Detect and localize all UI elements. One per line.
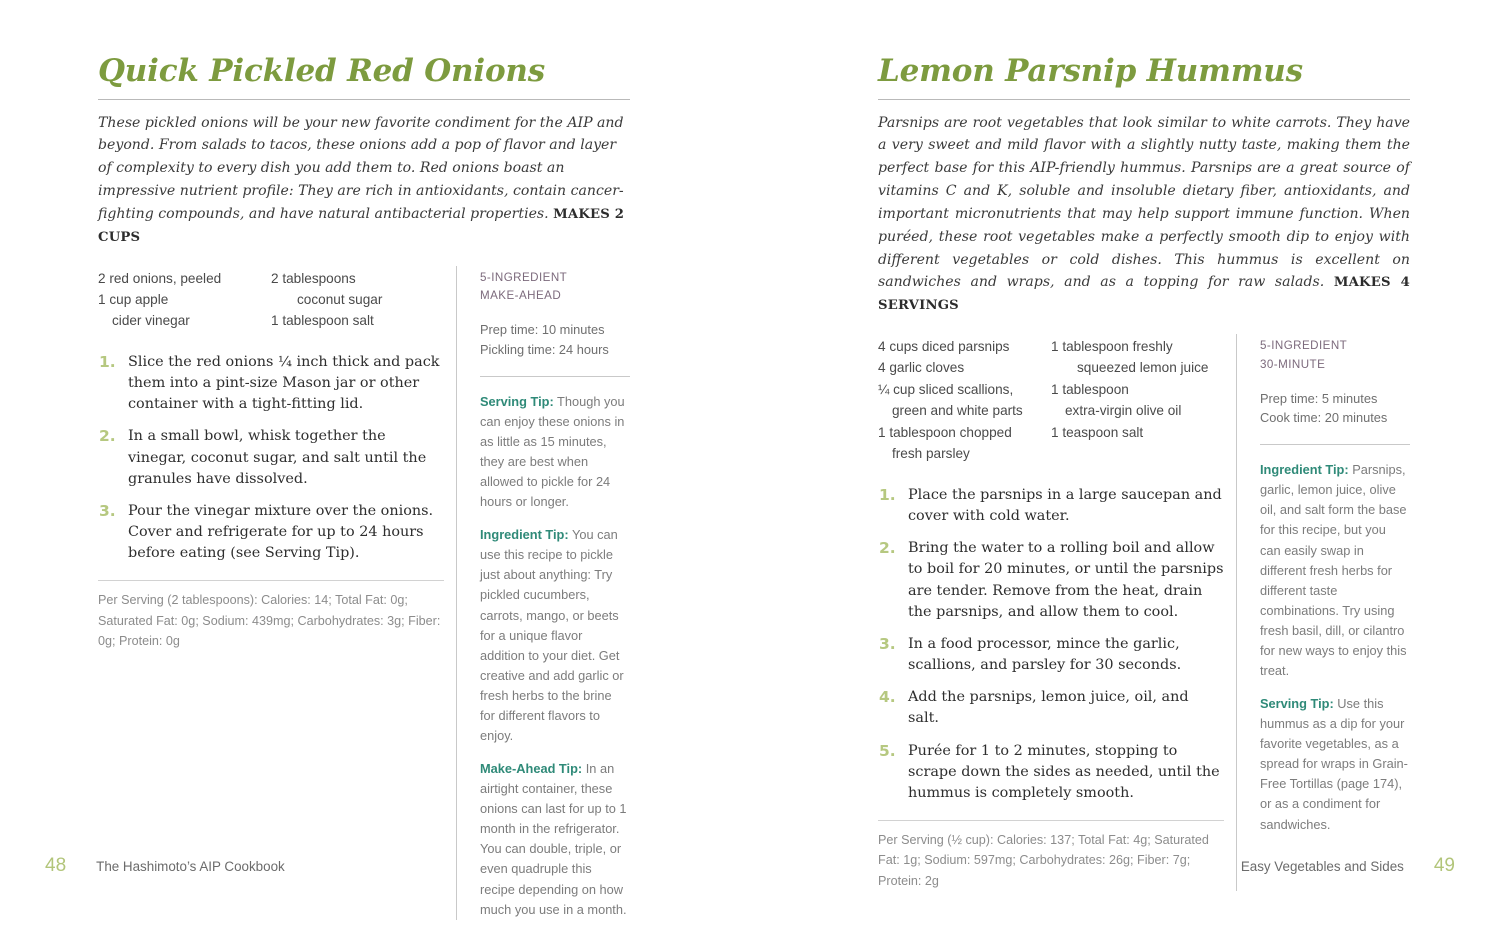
left-page-footer [45,855,285,877]
ingredient-text-continued: cider vinegar [112,313,190,329]
tip-label: Serving Tip: [480,393,554,409]
ingredient-item [878,357,1051,378]
badge-label: 5-INGREDIENT [480,270,568,284]
instruction-steps [98,352,444,565]
page-title: Quick Pickled Red Onions [98,53,546,89]
ingredient-text-continued: fresh parsley [892,446,970,462]
page-title: Lemon Parsnip Hummus [878,53,1303,89]
ingredient-item [271,268,444,311]
page-number: 48 [45,855,67,876]
title-divider [98,99,630,100]
ingredient-item [878,422,1051,465]
vertical-rule [456,266,457,920]
recipe-body [98,266,630,920]
recipe-main-column [98,266,444,920]
tip-label: Ingredient Tip: [480,527,569,543]
sidebar-divider [444,266,470,920]
tip-text: Use this hummus as a dip for your favorite vegetables, as a spread for wraps in Grain-Free Tortillas (page 174), or as a condiment for sandwiches. [1260,696,1408,832]
step-item: Purée for 1 to 2 minutes, stopping to scrape down the sides as needed, until the hummus is completely smooth. [908,742,1220,801]
recipe-times [480,320,630,360]
ingredient-text: 2 red onions, peeled [98,270,222,286]
ingredient-text: 2 tablespoons [271,270,356,286]
sidebar-divider-rule [480,376,630,377]
tip-block [1260,460,1410,681]
yield-label: MAKES 2 CUPS [98,206,625,245]
instruction-steps [878,485,1224,804]
recipe-sidebar [470,266,630,920]
ingredient-text: 1 cup apple [98,291,169,307]
ingredient-text-continued: extra-virgin olive oil [1065,403,1182,419]
ingredient-column-1 [98,268,271,332]
sidebar-divider [1224,334,1250,891]
ingredient-item [1051,379,1224,422]
nutrition-divider [98,580,444,581]
recipe-sidebar [1250,334,1410,891]
tip-label: Ingredient Tip: [1260,462,1349,478]
ingredient-column-2 [271,268,444,332]
ingredient-text-continued: green and white parts [892,403,1023,419]
recipe-badges [1260,334,1410,375]
time-line: Prep time: 5 minutes [1260,390,1378,406]
yield-label: MAKES 4 SERVINGS [878,275,1410,314]
ingredient-item [878,336,1051,357]
recipe-times [1260,389,1410,429]
nutrition-divider [878,820,1224,821]
time-line: Prep time: 10 minutes [480,322,605,338]
vertical-rule [1236,334,1237,891]
right-page [750,0,1500,925]
step-item: In a food processor, mince the garlic, scallions, and parsley for 30 seconds. [908,635,1182,674]
time-line: Cook time: 20 minutes [1260,410,1388,426]
recipe-headnote [878,112,1410,317]
ingredient-text: ¼ cup sliced scallions, [878,381,1014,397]
ingredient-list [98,266,444,332]
step-item: Slice the red onions ¼ inch thick and pack them into a pint-size Mason jar or other container with a tight-fitting lid. [128,353,440,413]
ingredient-column-1 [878,336,1051,465]
tip-text: You can use this recipe to pickle just about anything: Try pickled cucumbers, carrots, mango, or beets for a unique flavor addition to your diet. Get creative and add garlic or fresh herbs to the brine for different flavors to enjoy. [480,527,624,743]
ingredient-text: 1 tablespoon salt [271,313,374,329]
recipe-badges [480,266,630,307]
badge-label: MAKE-AHEAD [480,289,562,303]
ingredient-text: 1 teaspoon salt [1051,424,1144,440]
step-item: Place the parsnips in a large saucepan and cover with cold water. [908,486,1222,524]
tip-block [480,525,630,746]
recipe-main-column [878,334,1224,891]
running-head: The Hashimoto’s AIP Cookbook [96,859,285,874]
tip-text: Parsnips, garlic, lemon juice, olive oil, and salt form the base for this recipe, but you can easily swap in different fresh herbs for different taste combinations. Try using fresh basil, dill, or cilantro for new ways to enjoy this treat. [1260,462,1407,678]
ingredient-text: 4 cups diced parsnips [878,339,1010,354]
ingredient-list [878,334,1224,465]
step-item: Add the parsnips, lemon juice, oil, and salt. [908,689,1189,727]
recipe-headnote [98,112,630,249]
ingredient-text: 1 tablespoon [1051,381,1129,397]
ingredient-item [98,289,271,332]
headnote-text: These pickled onions will be your new favorite condiment for the AIP and beyond. From salads to tacos, these onions add a pop of flavor and layer of complexity to every dish you add them to. Red onions boast an impressive nutrient profile: They are rich in antioxidants, contain cancer-fighting compounds, and have natural antibacterial properties. [98,114,624,222]
tip-block [480,759,630,920]
right-page-footer [1241,855,1455,877]
ingredient-text-continued: coconut sugar [297,291,383,307]
ingredient-item [98,268,271,289]
ingredient-text: 1 tablespoon freshly [1051,339,1173,354]
tip-label: Serving Tip: [1260,696,1334,712]
ingredient-item [1051,336,1224,379]
ingredient-text: 1 tablespoon chopped [878,424,1012,440]
running-head: Easy Vegetables and Sides [1240,859,1404,874]
tip-label: Make-Ahead Tip: [480,761,583,777]
nutrition-info: Per Serving (2 tablespoons): Calories: 14; Total Fat: 0g; Saturated Fat: 0g; Sodium: 439mg; Carbohydrates: 3g; Fiber: 0g; Protein: 0g [98,593,441,649]
time-line: Pickling time: 24 hours [480,341,609,357]
ingredient-text: 4 garlic cloves [878,360,965,376]
tip-text: Though you can enjoy these onions in as little as 15 minutes, they are best when allowed to pickle for 24 hours or longer. [480,393,625,510]
badge-label: 5-INGREDIENT [1260,339,1348,352]
tip-text: In an airtight container, these onions can last for up to 1 month in the refrigerator. You can double, triple, or even quadruple this recipe depending on how much you use in a month. [480,761,627,917]
page-number: 49 [1433,855,1455,876]
headnote-text: Parsnips are root vegetables that look similar to white carrots. They have a very sweet and mild flavor with a slightly nutty taste, making them the perfect base for this AIP-friendly hummus. Parsnips are a great source of vitamins C and K, soluble and insoluble dietary fiber, antioxidants, and important micronutrients that may help support immune function. When puréed, these root vegetables make a perfectly smooth dip to enjoy with different vegetables or cold dishes. This hummus is excellent on sandwiches and wraps, and as a topping for raw salads. [878,114,1410,291]
ingredient-text-continued: squeezed lemon juice [1077,360,1209,376]
sidebar-divider-rule [1260,444,1410,445]
ingredient-item [271,310,444,331]
step-item: Pour the vinegar mixture over the onions. Cover and refrigerate for up to 24 hours before eating (see Serving Tip). [128,502,434,562]
step-item: In a small bowl, whisk together the vinegar, coconut sugar, and salt until the granules have dissolved. [128,428,427,487]
step-item: Bring the water to a rolling boil and allow to boil for 20 minutes, or until the parsnips are tender. Remove from the heat, drain the parsnips, and allow them to cool. [908,540,1224,620]
title-divider [878,99,1410,100]
ingredient-item [1051,422,1224,443]
tip-block [1260,694,1410,835]
nutrition-info: Per Serving (½ cup): Calories: 137; Total Fat: 4g; Saturated Fat: 1g; Sodium: 597mg; Carbohydrates: 26g; Fiber: 7g; Protein: 2g [878,833,1209,888]
ingredient-column-2 [1051,336,1224,465]
tip-block [480,392,630,512]
badge-label: 30-MINUTE [1260,357,1326,371]
recipe-body [878,334,1410,891]
ingredient-item [878,379,1051,422]
